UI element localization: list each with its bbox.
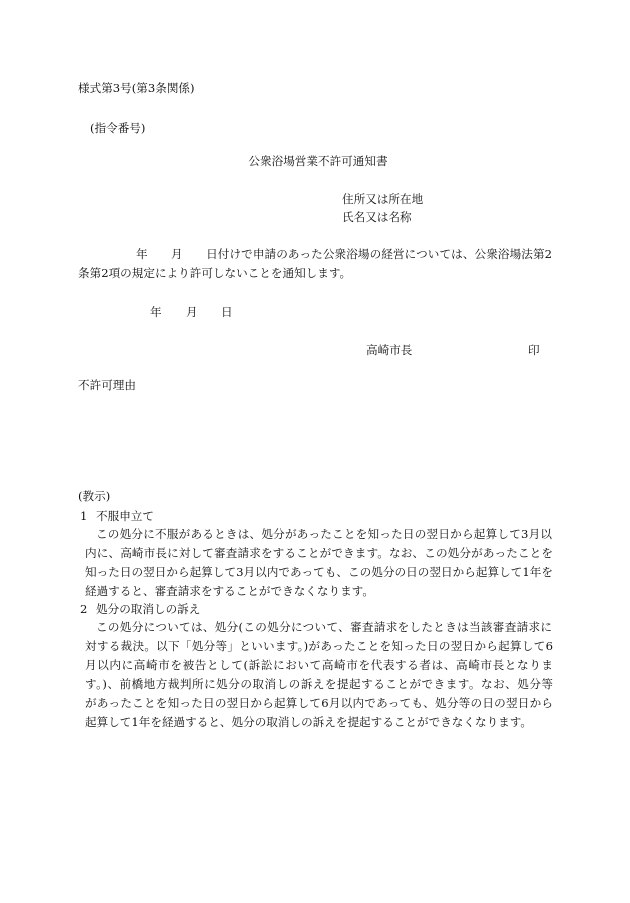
item-line: 対する裁決。以下「処分等」といいます。)があったことを知った日の翌日から起算して6 bbox=[85, 639, 553, 653]
date-year-label: 年 bbox=[150, 305, 162, 319]
item-number: 2 bbox=[80, 602, 88, 616]
name-label: 氏名又は名称 bbox=[342, 210, 412, 224]
address-label: 住所又は所在地 bbox=[342, 192, 424, 206]
document-title: 公衆浴場営業不許可通知書 bbox=[248, 154, 388, 168]
item-title: 不服申立て bbox=[96, 509, 154, 523]
item-line: この処分については、処分(この処分について、審査請求をしたときは当該審査請求に bbox=[96, 620, 552, 634]
notice-line: 条第2項の規定により許可しないことを通知します。 bbox=[78, 266, 352, 280]
item-line: 知った日の翌日から起算して3月以内であっても、この処分の日の翌日から起算して1年を bbox=[85, 565, 553, 579]
date-month-label: 月 bbox=[186, 305, 198, 319]
reason-label: 不許可理由 bbox=[78, 378, 136, 392]
form-number: 様式第3号(第3条関係) bbox=[78, 81, 195, 95]
instruction-heading: (教示) bbox=[78, 489, 111, 503]
item-line: この処分に不服があるときは、処分があったことを知った日の翌日から起算して3月以 bbox=[96, 527, 552, 541]
item-line: 起算して1年を経過すると、処分の取消しの訴えを提起することができなくなります。 bbox=[85, 715, 533, 729]
issuer-name: 高崎市長 bbox=[366, 343, 413, 357]
item-line: 経過すると、審査請求をすることができなくなります。 bbox=[85, 584, 374, 598]
date-day-label: 日 bbox=[221, 305, 233, 319]
item-line: があったことを知った日の翌日から起算して6月以内であっても、処分等の日の翌日から bbox=[85, 696, 553, 710]
item-number: 1 bbox=[80, 509, 88, 523]
seal-mark: 印 bbox=[528, 343, 540, 357]
item-line: 内に、高崎市長に対して審査請求をすることができます。なお、この処分があったことを bbox=[85, 546, 553, 560]
item-title: 処分の取消しの訴え bbox=[96, 602, 201, 616]
item-line: 月以内に高崎市を被告として(訴訟において高崎市を代表する者は、高崎市長となりま bbox=[85, 658, 553, 672]
notice-line: 年 月 日付けで申請のあった公衆浴場の経営については、公衆浴場法第2 bbox=[136, 247, 552, 261]
order-number: (指令番号) bbox=[90, 121, 146, 135]
item-line: す。)、前橋地方裁判所に処分の取消しの訴えを提起することができます。なお、処分等 bbox=[85, 677, 553, 691]
